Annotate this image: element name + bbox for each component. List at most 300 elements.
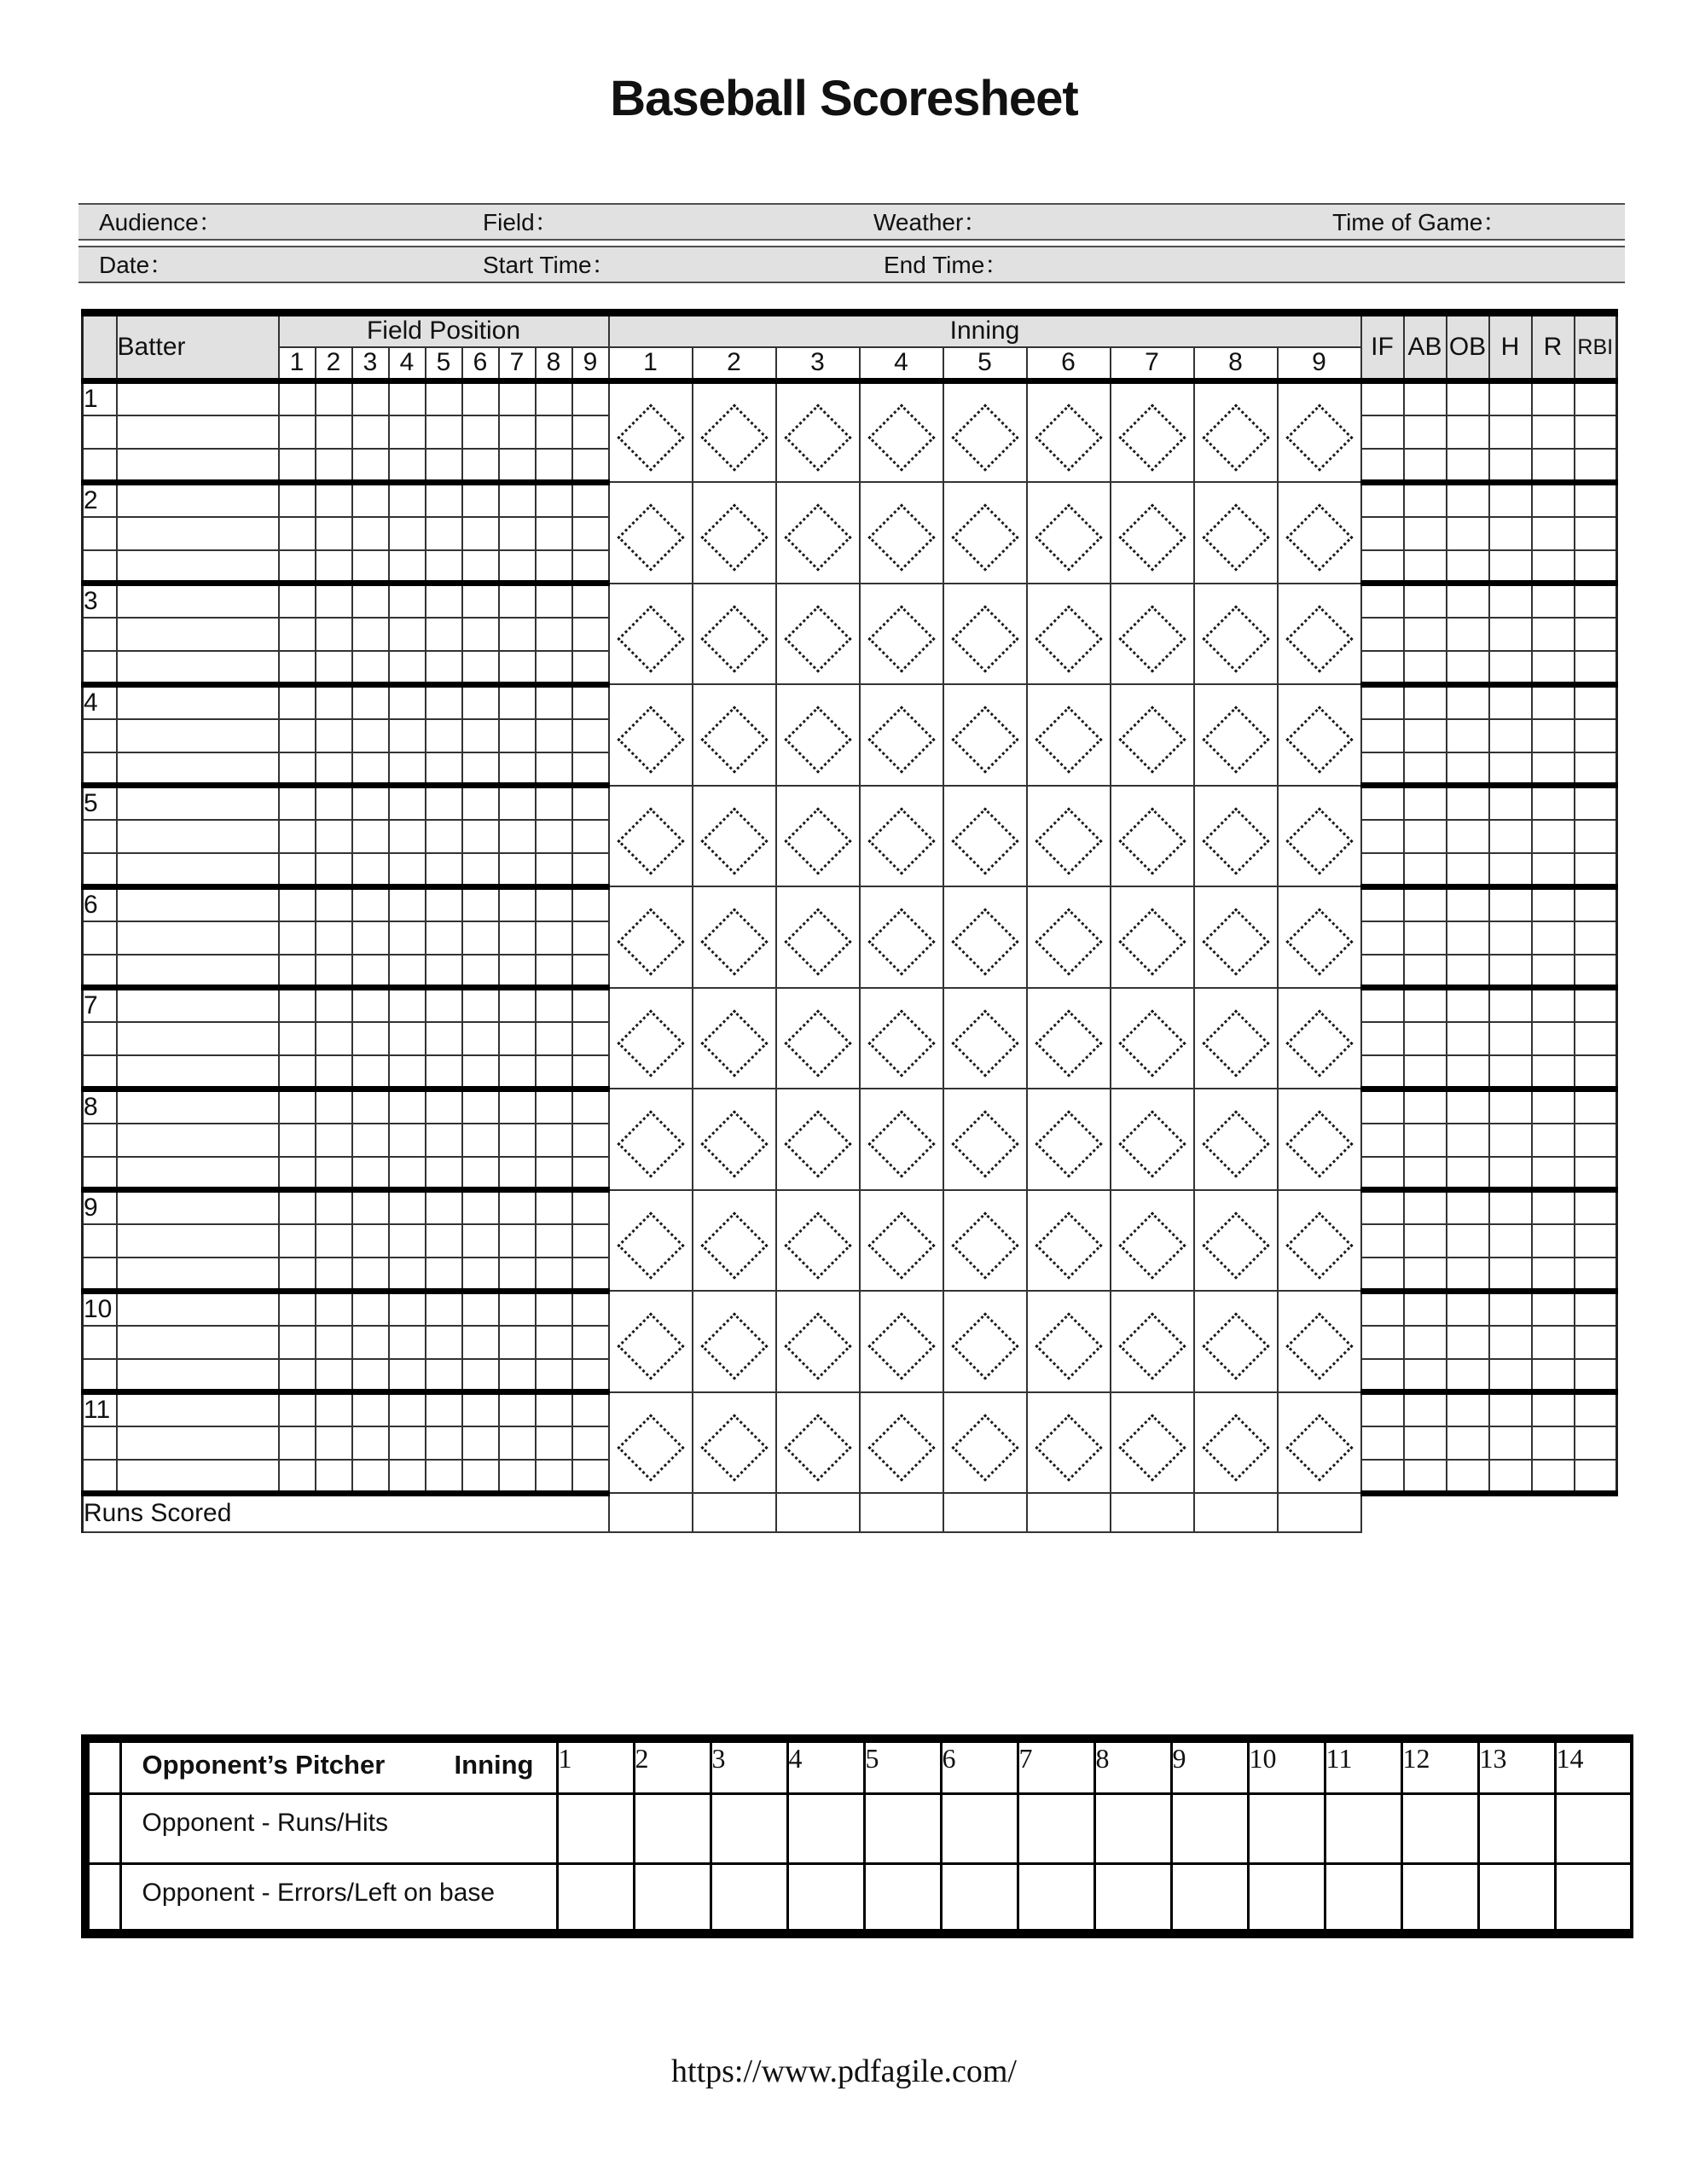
field-position-cell: [426, 415, 462, 449]
info-label-end-time: End Time：: [884, 252, 1009, 278]
field-position-cell: [499, 1190, 536, 1225]
stat-cell: [1404, 381, 1447, 416]
field-position-cell: [352, 449, 389, 482]
stat-cell: [1489, 550, 1532, 584]
empty-cell: [1489, 1493, 1532, 1532]
runs-scored-cell: [1194, 1493, 1278, 1532]
stat-cell: [1489, 684, 1532, 719]
stat-cell: [1447, 415, 1489, 449]
stat-cell: [1532, 1089, 1575, 1124]
batter-number-cell: [83, 1258, 117, 1291]
field-position-cell: [389, 618, 426, 651]
field-position-cell: [499, 1426, 536, 1460]
field-position-cell: [352, 853, 389, 886]
field-position-cell: [499, 1326, 536, 1359]
base-diamond-icon: [951, 909, 1018, 976]
opponent-inning-cell: [1478, 1793, 1555, 1863]
opponent-pitcher-label: Opponent’s Pitcher: [142, 1750, 386, 1780]
field-position-cell: [536, 752, 572, 786]
field-position-cell: [352, 482, 389, 517]
stat-cell: [1489, 786, 1532, 821]
field-position-cell: [462, 1190, 499, 1225]
inning-scoring-cell: [1278, 381, 1361, 483]
inning-scoring-cell: [860, 988, 943, 1089]
stat-cell: [1361, 786, 1404, 821]
field-position-cell: [316, 1124, 352, 1157]
base-diamond-icon: [784, 1414, 851, 1481]
stat-cell: [1361, 482, 1404, 517]
opponent-table-container: [81, 1734, 1633, 1938]
field-position-cell: [316, 381, 352, 416]
inning-scoring-cell: [1278, 584, 1361, 685]
batter-name-cell: [117, 921, 279, 955]
field-position-cell: [279, 1392, 316, 1427]
inning-scoring-cell: [1027, 482, 1111, 584]
field-position-cell: [462, 786, 499, 821]
inning-scoring-cell: [1194, 1291, 1278, 1392]
field-position-cell: [352, 1055, 389, 1089]
field-position-cell: [426, 1326, 462, 1359]
opponent-inning-cell: [711, 1793, 787, 1863]
field-position-cell: [499, 921, 536, 955]
stat-cell: [1404, 1190, 1447, 1225]
batter-name-cell: [117, 1359, 279, 1392]
base-diamond-icon: [951, 1009, 1018, 1077]
stat-cell: [1361, 853, 1404, 886]
field-position-cell: [536, 1326, 572, 1359]
stat-header-r: R: [1532, 313, 1575, 381]
inning-scoring-cell: [776, 1089, 860, 1190]
stat-cell: [1404, 1022, 1447, 1055]
stat-cell: [1447, 921, 1489, 955]
base-diamond-icon: [951, 1211, 1018, 1279]
field-position-cell: [316, 618, 352, 651]
base-diamond-icon: [1118, 404, 1186, 471]
stat-cell: [1361, 584, 1404, 619]
field-position-cell: [499, 651, 536, 684]
base-diamond-icon: [1202, 504, 1269, 572]
opponent-inning-cell: [941, 1793, 1018, 1863]
base-diamond-icon: [1118, 1009, 1186, 1077]
field-position-cell: [462, 886, 499, 921]
stat-cell: [1489, 618, 1532, 651]
base-diamond-icon: [1202, 1414, 1269, 1481]
batter-number-cell: [83, 449, 117, 482]
batter-row: [83, 1392, 1617, 1427]
stat-cell: [1489, 1022, 1532, 1055]
field-position-cell: [352, 921, 389, 955]
field-position-cell: [572, 1190, 609, 1225]
batter-name-cell: [117, 853, 279, 886]
field-position-cell: [389, 1258, 426, 1291]
opponent-header-row: [85, 1739, 1632, 1793]
inning-scoring-cell: [776, 886, 860, 988]
field-position-cell: [572, 1359, 609, 1392]
field-position-cell: [499, 1157, 536, 1190]
stat-cell: [1361, 955, 1404, 988]
base-diamond-icon: [700, 1414, 768, 1481]
field-position-cell: [499, 853, 536, 886]
inning-scoring-cell: [943, 1392, 1027, 1494]
field-position-cell: [389, 381, 426, 416]
field-position-cell: [352, 786, 389, 821]
base-diamond-icon: [700, 504, 768, 572]
field-position-cell: [572, 550, 609, 584]
base-diamond-icon: [784, 1009, 851, 1077]
base-diamond-icon: [1202, 605, 1269, 672]
stat-cell: [1489, 1359, 1532, 1392]
stat-cell: [1447, 786, 1489, 821]
batter-number-cell: 6: [83, 886, 117, 921]
field-position-number: 9: [572, 347, 609, 381]
stat-cell: [1575, 1055, 1617, 1089]
inning-scoring-cell: [1111, 988, 1194, 1089]
stat-cell: [1361, 1022, 1404, 1055]
stat-cell: [1489, 584, 1532, 619]
field-position-cell: [536, 1291, 572, 1326]
stat-cell: [1532, 988, 1575, 1023]
field-position-cell: [536, 988, 572, 1023]
field-position-cell: [316, 449, 352, 482]
stat-cell: [1532, 1392, 1575, 1427]
field-position-cell: [536, 584, 572, 619]
inning-scoring-cell: [609, 684, 693, 786]
inning-scoring-cell: [693, 1291, 776, 1392]
stat-cell: [1575, 886, 1617, 921]
base-diamond-icon: [1118, 909, 1186, 976]
batter-row: [83, 584, 1617, 619]
stat-cell: [1575, 449, 1617, 482]
field-position-cell: [499, 1124, 536, 1157]
stat-cell: [1404, 786, 1447, 821]
stat-cell: [1532, 1460, 1575, 1493]
stat-cell: [1361, 1124, 1404, 1157]
base-diamond-icon: [1285, 1313, 1353, 1380]
field-position-cell: [572, 786, 609, 821]
field-position-cell: [572, 1089, 609, 1124]
inning-scoring-cell: [609, 1089, 693, 1190]
stat-cell: [1532, 1190, 1575, 1225]
field-position-cell: [462, 651, 499, 684]
inning-scoring-cell: [943, 1190, 1027, 1292]
stat-cell: [1575, 550, 1617, 584]
stat-cell: [1575, 381, 1617, 416]
stat-cell: [1532, 1224, 1575, 1258]
stat-cell: [1575, 1089, 1617, 1124]
info-label-time-of-game: Time of Game：: [1332, 209, 1507, 235]
stat-cell: [1447, 988, 1489, 1023]
field-position-cell: [279, 1190, 316, 1225]
field-position-cell: [462, 1089, 499, 1124]
field-position-cell: [279, 719, 316, 752]
field-position-cell: [572, 482, 609, 517]
field-position-cell: [536, 921, 572, 955]
inning-scoring-cell: [860, 1190, 943, 1292]
field-position-cell: [352, 988, 389, 1023]
game-info-row-2: [78, 246, 1625, 283]
inning-scoring-cell: [1194, 1392, 1278, 1494]
field-position-cell: [426, 955, 462, 988]
base-diamond-icon: [784, 605, 851, 672]
field-position-cell: [316, 1224, 352, 1258]
field-position-cell: [352, 550, 389, 584]
field-position-cell: [462, 1258, 499, 1291]
base-diamond-icon: [1118, 1414, 1186, 1481]
opponent-inning-cell: [787, 1863, 864, 1933]
field-position-cell: [499, 584, 536, 619]
field-position-cell: [462, 415, 499, 449]
field-position-cell: [352, 1124, 389, 1157]
field-position-cell: [536, 381, 572, 416]
base-diamond-icon: [951, 404, 1018, 471]
field-position-cell: [536, 1157, 572, 1190]
field-position-cell: [462, 1022, 499, 1055]
field-position-cell: [536, 886, 572, 921]
field-position-cell: [536, 1124, 572, 1157]
base-diamond-icon: [867, 706, 935, 774]
batter-name-cell: [117, 1426, 279, 1460]
opponent-row-corner-cell: [85, 1863, 120, 1933]
opponent-inning-number: 6: [941, 1739, 1018, 1793]
stat-cell: [1361, 752, 1404, 786]
field-position-cell: [426, 1392, 462, 1427]
base-diamond-icon: [1285, 1009, 1353, 1077]
batter-row: [83, 786, 1617, 821]
opponent-inning-number: 1: [557, 1739, 634, 1793]
base-diamond-icon: [951, 807, 1018, 874]
field-position-cell: [536, 786, 572, 821]
field-position-cell: [279, 820, 316, 853]
field-position-cell: [426, 1426, 462, 1460]
field-position-cell: [316, 988, 352, 1023]
base-diamond-icon: [1285, 504, 1353, 572]
stat-cell: [1361, 1291, 1404, 1326]
opponent-data-row: [85, 1863, 1632, 1933]
field-position-number: 3: [352, 347, 389, 381]
field-position-cell: [352, 1426, 389, 1460]
stat-cell: [1404, 1460, 1447, 1493]
inning-scoring-cell: [776, 584, 860, 685]
field-position-cell: [426, 449, 462, 482]
field-position-cell: [499, 820, 536, 853]
inning-scoring-cell: [1111, 1089, 1194, 1190]
inning-scoring-cell: [1278, 1089, 1361, 1190]
stat-cell: [1447, 1190, 1489, 1225]
field-position-cell: [572, 584, 609, 619]
stat-cell: [1532, 1326, 1575, 1359]
stat-cell: [1532, 1022, 1575, 1055]
inning-scoring-cell: [943, 1089, 1027, 1190]
batter-number-cell: [83, 618, 117, 651]
corner-cell: [83, 313, 117, 381]
footer: [0, 2053, 1688, 2090]
inning-scoring-cell: [1027, 381, 1111, 483]
field-position-cell: [352, 1359, 389, 1392]
base-diamond-icon: [700, 1009, 768, 1077]
field-position-cell: [426, 752, 462, 786]
inning-scoring-cell: [1027, 886, 1111, 988]
batter-number-cell: 10: [83, 1291, 117, 1326]
field-position-cell: [462, 1291, 499, 1326]
base-diamond-icon: [1285, 909, 1353, 976]
inning-scoring-cell: [1111, 1291, 1194, 1392]
stat-cell: [1489, 449, 1532, 482]
field-position-cell: [389, 1291, 426, 1326]
runs-scored-label: Runs Scored: [83, 1493, 609, 1532]
base-diamond-icon: [867, 1313, 935, 1380]
inning-scoring-cell: [1111, 381, 1194, 483]
stat-cell: [1575, 684, 1617, 719]
base-diamond-icon: [951, 706, 1018, 774]
inning-scoring-cell: [609, 482, 693, 584]
stat-cell: [1575, 1190, 1617, 1225]
field-position-cell: [426, 1190, 462, 1225]
inning-scoring-cell: [693, 584, 776, 685]
inning-scoring-cell: [693, 1089, 776, 1190]
opponent-inning-cell: [864, 1793, 941, 1863]
base-diamond-icon: [700, 807, 768, 874]
batter-name-cell: [117, 988, 279, 1023]
base-diamond-icon: [1035, 909, 1102, 976]
info-label-audience: Audience：: [99, 209, 223, 235]
inning-scoring-cell: [860, 684, 943, 786]
stat-cell: [1575, 1392, 1617, 1427]
field-position-cell: [572, 1157, 609, 1190]
base-diamond-icon: [951, 1111, 1018, 1178]
field-position-cell: [536, 1359, 572, 1392]
field-position-cell: [572, 449, 609, 482]
field-position-cell: [426, 482, 462, 517]
inning-scoring-cell: [1194, 482, 1278, 584]
field-position-cell: [316, 1190, 352, 1225]
opponent-inning-cell: [634, 1793, 711, 1863]
stat-cell: [1361, 820, 1404, 853]
field-position-cell: [352, 1326, 389, 1359]
batter-name-cell: [117, 381, 279, 416]
field-position-cell: [316, 853, 352, 886]
inning-scoring-cell: [943, 988, 1027, 1089]
stat-cell: [1489, 1089, 1532, 1124]
inning-scoring-cell: [943, 786, 1027, 887]
field-position-cell: [279, 482, 316, 517]
field-position-cell: [389, 550, 426, 584]
inning-scoring-cell: [1111, 584, 1194, 685]
base-diamond-icon: [1118, 807, 1186, 874]
inning-scoring-cell: [1194, 1190, 1278, 1292]
base-diamond-icon: [1285, 807, 1353, 874]
field-position-cell: [462, 684, 499, 719]
field-position-cell: [536, 1089, 572, 1124]
batter-name-cell: [117, 1258, 279, 1291]
field-position-cell: [572, 618, 609, 651]
inning-scoring-cell: [860, 1291, 943, 1392]
stat-cell: [1489, 1460, 1532, 1493]
inning-scoring-cell: [693, 1392, 776, 1494]
batter-name-cell: [117, 719, 279, 752]
inning-scoring-cell: [1194, 684, 1278, 786]
field-position-cell: [352, 1157, 389, 1190]
stat-cell: [1575, 719, 1617, 752]
opponent-inning-number: 7: [1018, 1739, 1094, 1793]
field-position-cell: [389, 1359, 426, 1392]
field-position-cell: [279, 752, 316, 786]
inning-column-number: 1: [609, 347, 693, 381]
stat-cell: [1361, 651, 1404, 684]
inning-scoring-cell: [1278, 482, 1361, 584]
stat-header-ab: AB: [1404, 313, 1447, 381]
base-diamond-icon: [867, 1211, 935, 1279]
stat-cell: [1575, 1157, 1617, 1190]
inning-scoring-cell: [609, 1190, 693, 1292]
stat-cell: [1575, 988, 1617, 1023]
base-diamond-icon: [867, 807, 935, 874]
stat-cell: [1575, 1291, 1617, 1326]
inning-scoring-cell: [776, 1291, 860, 1392]
empty-cell: [1361, 1493, 1404, 1532]
field-position-cell: [499, 618, 536, 651]
stat-cell: [1575, 584, 1617, 619]
opponent-inning-cell: [1248, 1793, 1325, 1863]
field-position-cell: [279, 853, 316, 886]
field-position-cell: [389, 684, 426, 719]
stat-cell: [1489, 853, 1532, 886]
opponent-inning-cell: [1171, 1793, 1248, 1863]
base-diamond-icon: [1035, 706, 1102, 774]
field-position-cell: [389, 1426, 426, 1460]
batter-name-cell: [117, 415, 279, 449]
field-position-cell: [279, 1258, 316, 1291]
empty-cell: [1575, 1493, 1617, 1532]
field-position-cell: [279, 1291, 316, 1326]
stat-cell: [1489, 820, 1532, 853]
stat-cell: [1447, 1392, 1489, 1427]
field-position-cell: [536, 1022, 572, 1055]
base-diamond-icon: [1202, 1111, 1269, 1178]
inning-scoring-cell: [1027, 584, 1111, 685]
batter-number-cell: [83, 752, 117, 786]
field-position-number: 6: [462, 347, 499, 381]
field-position-cell: [572, 415, 609, 449]
stat-cell: [1404, 449, 1447, 482]
stat-cell: [1404, 921, 1447, 955]
batter-row: [83, 482, 1617, 517]
field-position-number: 7: [499, 347, 536, 381]
field-position-cell: [462, 517, 499, 550]
field-position-cell: [426, 1359, 462, 1392]
stat-cell: [1575, 853, 1617, 886]
base-diamond-icon: [1202, 909, 1269, 976]
stat-cell: [1532, 618, 1575, 651]
stat-cell: [1404, 955, 1447, 988]
field-position-cell: [499, 988, 536, 1023]
inning-scoring-cell: [693, 786, 776, 887]
stat-cell: [1532, 381, 1575, 416]
stat-cell: [1575, 651, 1617, 684]
opponent-inning-cell: [1555, 1863, 1632, 1933]
base-diamond-icon: [1035, 1313, 1102, 1380]
opponent-inning-number: 11: [1325, 1739, 1401, 1793]
stat-cell: [1361, 550, 1404, 584]
stat-cell: [1575, 820, 1617, 853]
batter-name-cell: [117, 651, 279, 684]
batter-number-cell: [83, 415, 117, 449]
base-diamond-icon: [617, 1313, 684, 1380]
footer-link[interactable]: https://www.pdfagile.com/: [671, 2053, 1017, 2089]
batter-number-cell: [83, 1124, 117, 1157]
stat-cell: [1489, 482, 1532, 517]
batter-number-cell: 4: [83, 684, 117, 719]
stat-cell: [1575, 921, 1617, 955]
